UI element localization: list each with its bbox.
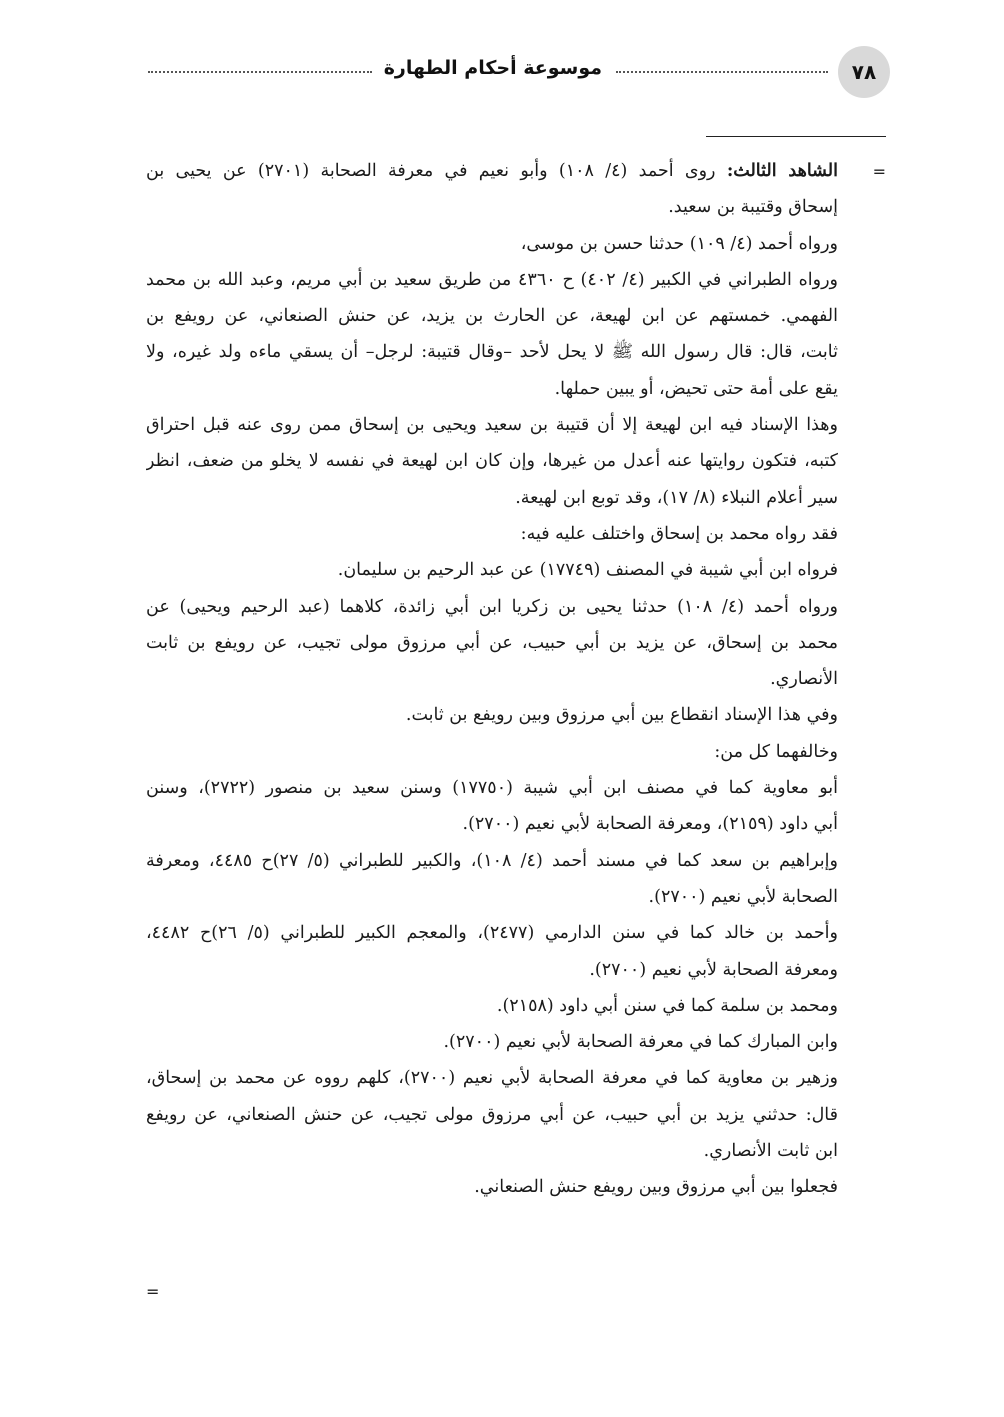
text-line: وفي هذا الإسناد انقطاع بين أبي مرزوق وبين رويفع بن ثابت. — [405, 705, 838, 726]
witness-heading: الشاهد الثالث: — [726, 161, 838, 181]
text-line: ومعرفة الصحابة لأبي نعيم (٢٧٠٠). — [589, 959, 838, 980]
text-line: وخالفهما كل من: — [714, 741, 838, 762]
text-line: فقد رواه محمد بن إسحاق واختلف عليه فيه: — [520, 523, 838, 544]
book-title: موسوعة أحكام الطهارة — [383, 57, 602, 79]
text-line: وأحمد بن خالد كما في سنن الدارمي (٢٤٧٧)، والمعجم الكبير للطبراني (٥/ ٢٦)ح ٤٤٨٢، — [146, 923, 838, 944]
footnote-separator-rule — [706, 136, 886, 137]
text-line: يقع على أمة حتى تحيض، أو يبين حملها. — [554, 378, 838, 399]
continuation-mark-top: = — [872, 162, 886, 181]
text-line: ومحمد بن سلمة كما في سنن أبي داود (٢١٥٨). — [496, 995, 838, 1016]
text-line: فجعلوا بين أبي مرزوق وبين رويفع حنش الصنعاني. — [474, 1177, 838, 1198]
header-dotted-leader-right — [616, 71, 828, 73]
text-line: قال: حدثني يزيد بن أبي حبيب، عن أبي مرزوق مولى تجيب، عن حنش الصنعاني، عن رويفع — [146, 1104, 838, 1125]
text-line: أبي داود (٢١٥٩)، ومعرفة الصحابة لأبي نعيم (٢٧٠٠). — [462, 814, 838, 835]
text-line: إسحاق وقتيبة بن سعيد. — [668, 197, 838, 218]
text-line: أبو معاوية كما في مصنف ابن أبي شيبة (١٧٧٥٠) وسنن سعيد بن منصور (٢٧٢٢)، وسنن — [146, 778, 838, 799]
text-line: كتبه، فتكون روايتها عنه أعدل من غيرها، وإن كان ابن لهيعة في نفسه لا يخلو من ضعف، انظر — [146, 451, 838, 472]
text-line: وإبراهيم بن سعد كما في مسند أحمد (٤/ ١٠٨)، والكبير للطبراني (٥/ ٢٧)ح ٤٤٨٥، ومعرفة — [146, 850, 838, 871]
footnote-body — [146, 153, 838, 1206]
text-span: روى أحمد (٤/ ١٠٨) وأبو نعيم في معرفة الصحابة (٢٧٠١) عن يحيى بن — [146, 161, 727, 181]
text-line: وابن المبارك كما في معرفة الصحابة لأبي نعيم (٢٧٠٠). — [443, 1032, 838, 1053]
text-line: وهذا الإسناد فيه ابن لهيعة إلا أن قتيبة بن سعيد ويحيى بن إسحاق ممن روى عنه قبل احتراق — [146, 415, 838, 436]
text-line: الأنصاري. — [770, 669, 838, 690]
text-line: وزهير بن معاوية كما في معرفة الصحابة لأبي نعيم (٢٧٠٠)، كلهم رووه عن محمد بن إسحاق، — [146, 1068, 838, 1089]
text-line: سير أعلام النبلاء (٨/ ١٧)، وقد توبع ابن لهيعة. — [515, 487, 838, 508]
text-line — [146, 153, 838, 189]
text-line: الصحابة لأبي نعيم (٢٧٠٠). — [648, 886, 838, 907]
text-line: ورواه أحمد (٤/ ١٠٩) حدثنا حسن بن موسى، — [520, 233, 838, 254]
page-number: ٧٨ — [838, 46, 890, 98]
text-line: محمد بن إسحاق، عن يزيد بن أبي حبيب، عن أبي مرزوق مولى تجيب، عن رويفع بن ثابت — [146, 632, 838, 653]
text-line: فرواه ابن أبي شيبة في المصنف (١٧٧٤٩) عن عبد الرحيم بن سليمان. — [337, 560, 838, 581]
text-line: ابن ثابت الأنصاري. — [703, 1141, 838, 1162]
page-header — [148, 46, 890, 98]
text-line: الفهمي. خمستهم عن ابن لهيعة، عن الحارث بن يزيد، عن حنش الصنعاني، عن رويفع بن — [146, 306, 838, 327]
text-line: ورواه الطبراني في الكبير (٤/ ٤٠٢) ح ٤٣٦٠ من طريق سعيد بن أبي مريم، وعبد الله بن محمد — [146, 269, 838, 290]
continuation-mark-bottom: = — [146, 1282, 160, 1301]
text-line: ثابت، قال: قال رسول الله ﷺ لا يحل لأحد –وقال قتيبة: لرجل– أن يسقي ماءه ولد غيره، ولا — [146, 342, 838, 363]
header-dotted-leader-left — [148, 71, 372, 73]
text-line: ورواه أحمد (٤/ ١٠٨) حدثنا يحيى بن زكريا ابن أبي زائدة، كلاهما (عبد الرحيم ويحيى) عن — [146, 596, 838, 617]
